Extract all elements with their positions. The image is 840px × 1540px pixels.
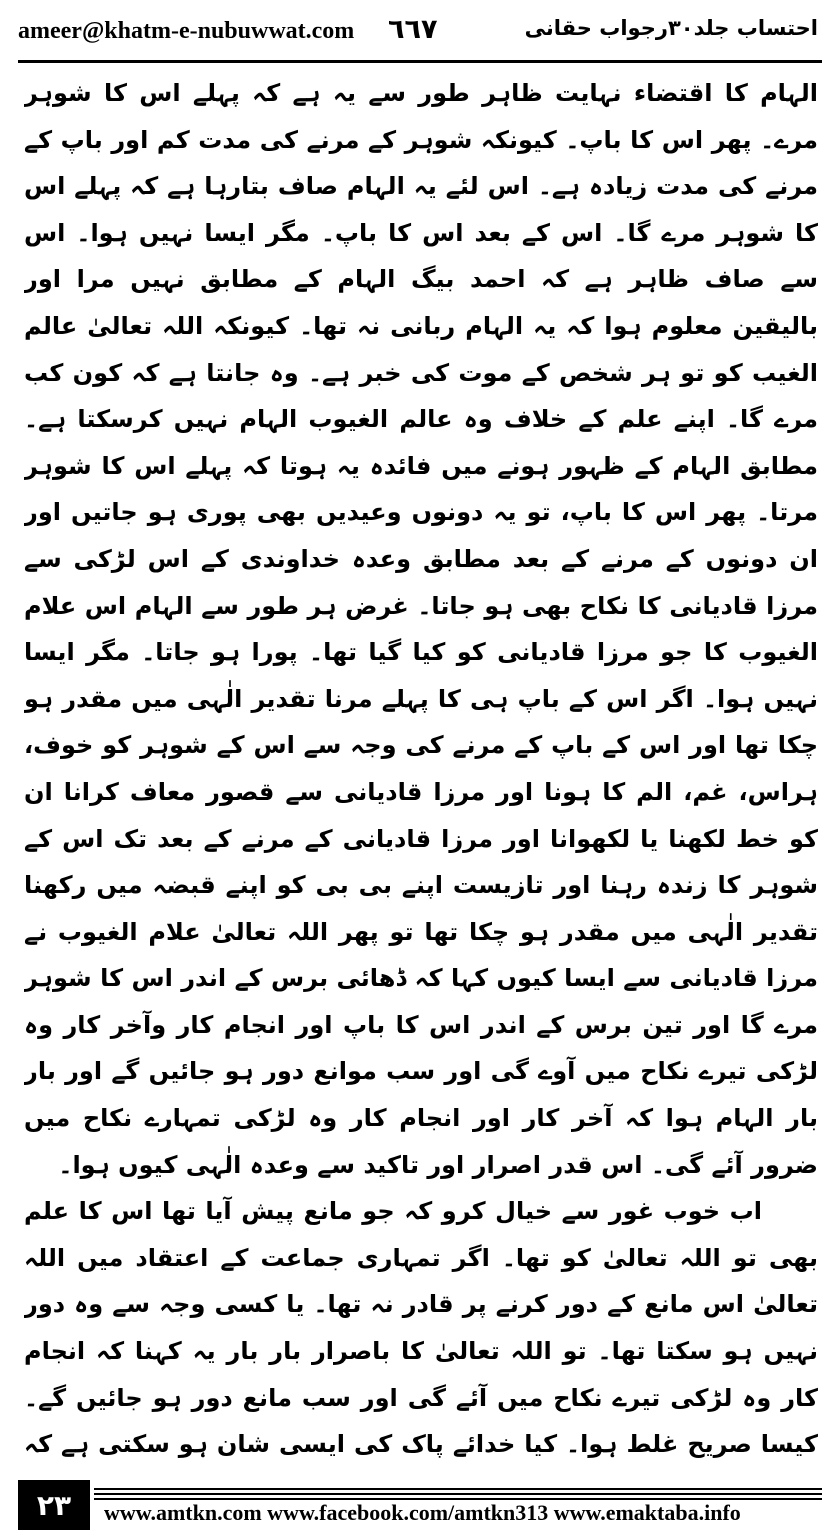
page-footer: [18, 1478, 822, 1534]
body-text: [24, 70, 818, 1460]
page-header: [18, 14, 822, 56]
page-number: ٦٦٧: [388, 14, 438, 45]
footer-links: www.amtkn.com www.facebook.com/amtkn313 www.emaktaba.info: [104, 1500, 741, 1525]
paragraph-1: الہام کا اقتضاء نہایت ظاہر طور سے یہ ہے کہ پہلے اس کا شوہر مرے۔ پھر اس کا باپ۔ کیونکہ شوہر کے مرنے کی مدت کم اور باپ کے مرنے کی مدت زیادہ ہے۔ اس لئے یہ الہام صاف بتارہا ہے کہ پہلے اس کا شوہر مرے گا۔ اس کے بعد اس کا باپ۔ مگر ایسا نہیں ہوا۔ اس سے صاف ظاہر ہے کہ احمد بیگ الہام کے مطابق نہیں مرا اور بالیقین معلوم ہوا کہ یہ الہام ربانی نہ تھا۔ کیونکہ اللہ تعالیٰ عالم الغیب کو تو ہر شخص کے موت کی خبر ہے۔ وہ جانتا ہے کہ کون کب مرے گا۔ اپنے علم کے خلاف وہ عالم الغیوب الہام نہیں کرسکتا ہے۔ مطابق الہام کے ظہور ہونے میں فائدہ یہ ہوتا کہ پہلے اس کا شوہر مرتا۔ پھر اس کا باپ، تو یہ دونوں وعیدیں بھی پوری ہو جاتیں اور ان دونوں کے مرنے کے بعد مطابق وعدہ خداوندی کے اس لڑکی سے مرزا قادیانی کا نکاح بھی ہو جاتا۔ غرض ہر طور سے الہام اس علام الغیوب کا جو مرزا قادیانی کو کیا گیا تھا۔ پورا ہو جاتا۔ مگر ایسا نہیں ہوا۔ اگر اس کے باپ ہی کا پہلے مرنا تقدیر الٰہی میں مقدر ہو چکا تھا اور اس کے باپ کے مرنے کی وجہ سے اس کے شوہر کو خوف، ہراس، غم، الم کا ہونا اور مرزا قادیانی سے قصور معاف کرانا ان کو خط لکھنا یا لکھوانا اور مرزا قادیانی کے مرنے کے بعد تک اس کے شوہر کا زندہ رہنا اور تازیست اپنے بی بی کو اپنے قبضہ میں رکھنا تقدیر الٰہی میں مقدر ہو چکا تھا تو پھر اللہ تعالیٰ علام الغیوب نے مرزا قادیانی سے ایسا کیوں کہا کہ ڈھائی برس کے اندر اس کا شوہر مرے گا اور تین برس کے اندر اس کا باپ اور انجام کار وآخر کار وہ لڑکی تیرے نکاح میں آوے گی اور سب موانع دور ہو جائیں گے اور بار بار الہام ہوا کہ آخر کار اور انجام کار وہ لڑکی تمہارے نکاح میں ضرور آئے گی۔ اس قدر اصرار اور تاکید سے وعدہ الٰہی کیوں ہوا۔: [24, 79, 818, 1179]
paragraph-2: اب خوب غور سے خیال کرو کہ جو مانع پیش آیا تھا اس کا علم بھی تو اللہ تعالیٰ کو تھا۔ اگر تمہاری جماعت کے اعتقاد میں اللہ تعالیٰ اس مانع کے دور کرنے پر قادر نہ تھا۔ یا کسی وجہ سے وہ دور نہیں ہو سکتا تھا۔ تو اللہ تعالیٰ کا باصرار بار بار یہ کہنا کہ انجام کار وہ لڑکی تیرے نکاح میں آئے گی اور سب مانع دور ہو جائیں گے۔ کیسا صریح غلط ہوا۔ کیا خدائے پاک کی ایسی شان ہو سکتی ہے کہ: [24, 1197, 818, 1459]
running-title: احتساب جلد۳۰رجواب حقانی: [524, 16, 818, 40]
header-rule: [18, 60, 822, 63]
header-email: ameer@khatm-e-nubuwwat.com: [18, 18, 355, 44]
footer-rule: [94, 1488, 822, 1490]
footer-rule: [94, 1493, 822, 1495]
folio-number: ۲۳: [18, 1480, 90, 1530]
